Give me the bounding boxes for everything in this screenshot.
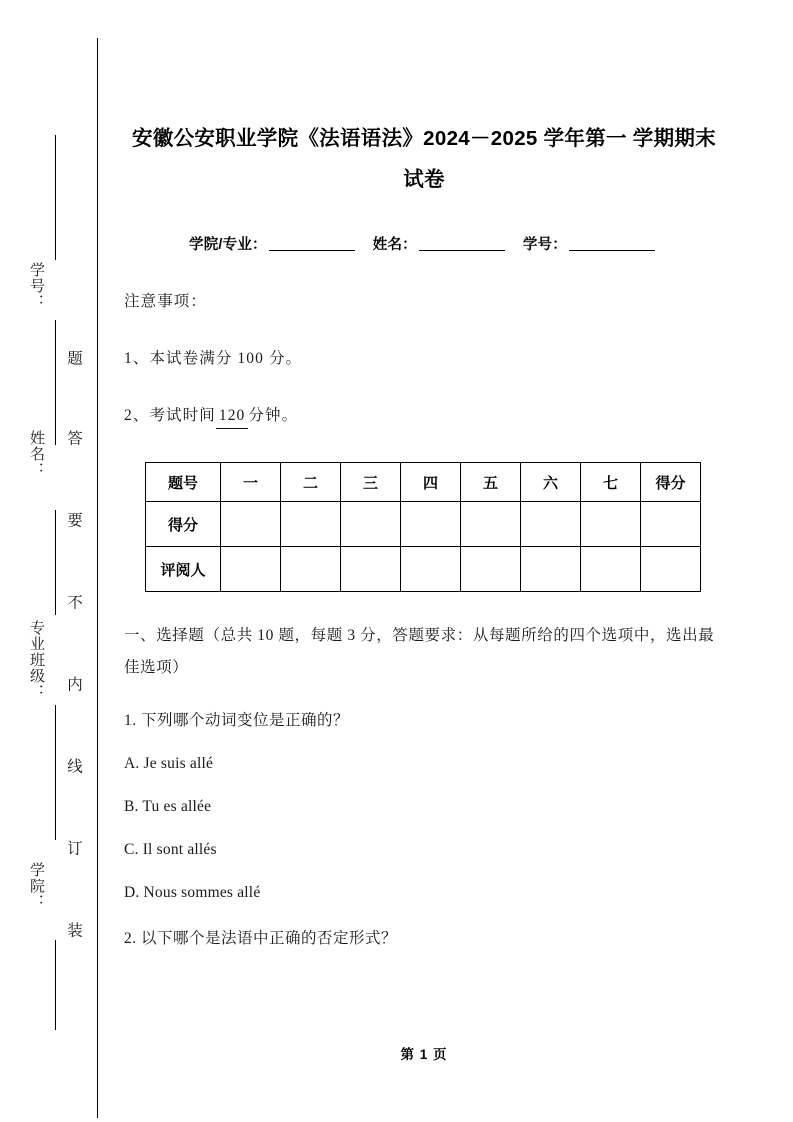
college-major-label: 学院/专业： — [189, 237, 267, 253]
binding-label-name: 姓名： — [28, 430, 44, 478]
reviewer-cell[interactable] — [341, 547, 401, 592]
name-label: 姓名： — [372, 237, 417, 253]
binding-label-class: 专业班级： — [28, 620, 44, 700]
score-cell[interactable] — [281, 502, 341, 547]
binding-seal-char-3: 要 — [65, 512, 82, 530]
score-table-corner-header: 题号 — [146, 463, 221, 502]
page-title — [124, 0, 724, 200]
binding-seal-char-8: 装 — [65, 922, 82, 940]
binding-segment-line-4 — [55, 705, 56, 840]
binding-seal-char-2: 答 — [65, 430, 82, 448]
reviewer-cell[interactable] — [281, 547, 341, 592]
reviewer-cell-total[interactable] — [641, 547, 701, 592]
student-id-label: 学号： — [522, 237, 567, 253]
exam-duration-value: 120 — [216, 404, 249, 429]
table-row — [146, 547, 701, 592]
score-cell[interactable] — [581, 502, 641, 547]
score-table-col-header-1: 一 — [221, 463, 281, 502]
question-number-2: 2. — [124, 929, 137, 947]
college-major-blank[interactable] — [269, 250, 355, 251]
binding-solid-line — [97, 38, 98, 1118]
table-row — [146, 463, 701, 502]
score-table-col-header-5: 五 — [461, 463, 521, 502]
binding-seal-char-5: 内 — [65, 676, 82, 694]
question-stem-1 — [124, 708, 724, 730]
score-cell[interactable] — [221, 502, 281, 547]
question-text-2: 以下哪个是法语中正确的否定形式？ — [141, 929, 398, 947]
binding-segment-line-1 — [55, 135, 56, 260]
notice-item-2-suffix: 分钟。 — [248, 407, 299, 425]
score-table-col-header-4: 四 — [401, 463, 461, 502]
table-row — [146, 502, 701, 547]
reviewer-cell[interactable] — [581, 547, 641, 592]
binding-label-college: 学院： — [28, 862, 44, 910]
exam-title-line-2: 学期期末试卷 — [403, 127, 716, 191]
binding-segment-line-5 — [55, 940, 56, 1030]
score-cell-total[interactable] — [641, 502, 701, 547]
question-stem-2 — [124, 926, 724, 948]
binding-segment-line-3 — [55, 510, 56, 615]
student-info-line — [124, 233, 724, 254]
reviewer-cell[interactable] — [221, 547, 281, 592]
score-cell[interactable] — [521, 502, 581, 547]
score-cell[interactable] — [461, 502, 521, 547]
score-table-col-header-total: 得分 — [641, 463, 701, 502]
question-1-option-b[interactable]: B. Tu es allée — [124, 797, 212, 815]
section-heading-multiple-choice: 一、选择题（总共 10 题，每题 3 分，答题要求：从每题所给的四个选项中，选出最佳选项） — [124, 627, 715, 676]
binding-seal-char-6: 线 — [65, 758, 82, 776]
exam-title-line-1: 安徽公安职业学院《法语语法》2024－2025 学年第一 — [131, 127, 627, 150]
reviewer-cell[interactable] — [461, 547, 521, 592]
notice-item-2-prefix: 2、考试时间 — [124, 407, 216, 425]
notice-block — [124, 290, 724, 429]
reviewer-row-header: 评阅人 — [146, 547, 221, 592]
question-1-option-d[interactable]: D. Nous sommes allé — [124, 883, 261, 901]
student-id-blank[interactable] — [569, 250, 655, 251]
question-1-option-c[interactable]: C. Il sont allés — [124, 840, 217, 858]
binding-segment-line-2 — [55, 320, 56, 445]
question-number-1: 1. — [124, 711, 137, 729]
score-table-col-header-2: 二 — [281, 463, 341, 502]
score-table — [145, 462, 701, 592]
binding-label-student-id: 学号： — [28, 262, 44, 310]
score-cell[interactable] — [341, 502, 401, 547]
notice-item-2 — [124, 404, 724, 429]
binding-seal-char-4: 不 — [65, 594, 82, 612]
page-footer: 第 1 页 — [400, 1047, 448, 1062]
question-1-option-a[interactable]: A. Je suis allé — [124, 754, 214, 772]
score-row-header: 得分 — [146, 502, 221, 547]
score-cell[interactable] — [401, 502, 461, 547]
score-table-col-header-6: 六 — [521, 463, 581, 502]
reviewer-cell[interactable] — [521, 547, 581, 592]
name-blank[interactable] — [419, 250, 505, 251]
question-text-1: 下列哪个动词变位是正确的？ — [141, 711, 350, 729]
notice-item-1: 1、本试卷满分 100 分。 — [124, 350, 303, 368]
score-table-col-header-3: 三 — [341, 463, 401, 502]
score-table-col-header-7: 七 — [581, 463, 641, 502]
reviewer-cell[interactable] — [401, 547, 461, 592]
binding-seal-char-1: 题 — [65, 350, 82, 368]
binding-seal-char-7: 订 — [65, 840, 82, 858]
notice-heading: 注意事项： — [124, 293, 208, 310]
binding-margin — [0, 0, 110, 1122]
page-body — [124, 0, 724, 1122]
